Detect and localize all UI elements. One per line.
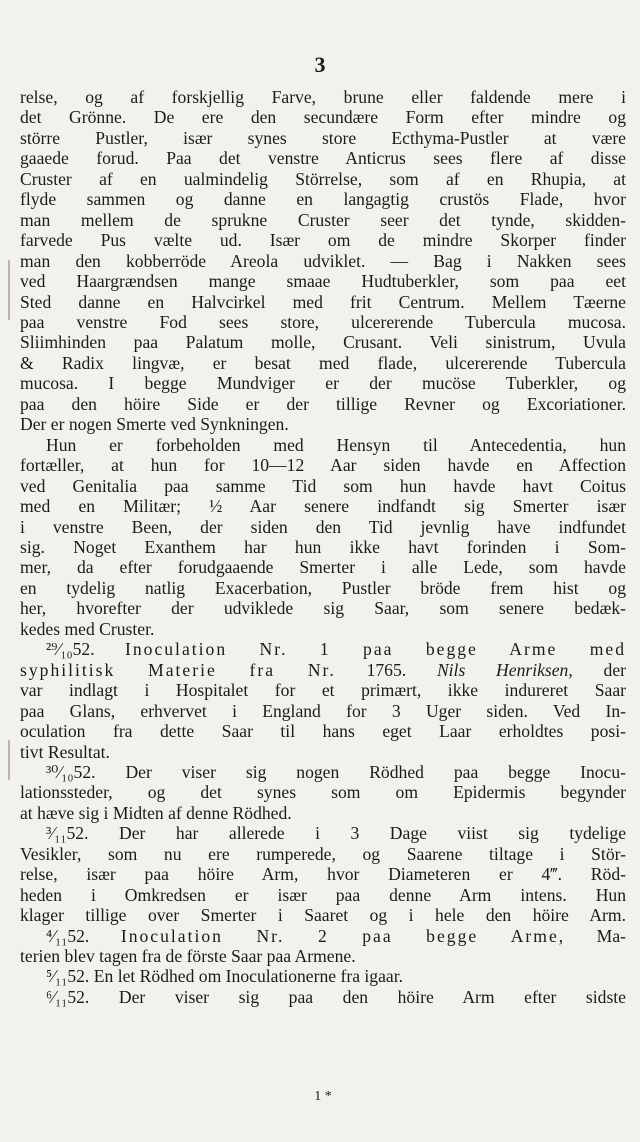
text-line <box>20 332 626 352</box>
line-date: ⁵⁄₁₁52. <box>46 966 90 987</box>
text-line <box>20 762 626 782</box>
line-t: ved Haargrændsen mange smaae Hudtuberkler, som paa eet <box>20 271 626 292</box>
text-line <box>20 251 626 271</box>
text-line <box>20 639 626 659</box>
line-t: Sliimhinden paa Palatum molle, Crusant. Veli sinistrum, Uvula <box>20 332 626 353</box>
line-t: Sted danne en Halvcirkel med frit Centrum. Mellem Tæerne <box>20 291 626 312</box>
text-line <box>20 701 626 721</box>
line-sp: Inoculation Nr. 1 paa begge Arme med <box>125 639 626 660</box>
text-line <box>20 946 626 966</box>
line-t: Der viser sig paa den höire Arm efter sidste <box>118 986 626 1007</box>
text-line <box>20 312 626 332</box>
signature-mark: 1 * <box>314 1089 332 1104</box>
line-t: Vesikler, som nu ere rumperede, og Saarene tiltage i Stör- <box>20 843 626 864</box>
line-t: man mellem de sprukne Cruster seer det tynde, skidden- <box>20 209 626 230</box>
line-t: at hæve sig i Midten af denne Rödhed. <box>20 802 292 823</box>
text-line <box>20 660 626 680</box>
text-line <box>20 230 626 250</box>
line-t: her, hvorefter der udviklede sig Saar, som senere bedæk- <box>20 598 626 619</box>
line-t: oculation fra dette Saar til hans eget Laar erholdtes posi- <box>20 721 626 742</box>
text-line <box>20 414 626 434</box>
line-t: man den kobberröde Areola udviklet. — Bag i Nakken sees <box>20 250 626 271</box>
text-line <box>20 292 626 312</box>
line-date: ²⁹⁄₁₀52. <box>46 639 95 660</box>
text-line <box>20 496 626 516</box>
text-line <box>20 885 626 905</box>
text-line <box>20 271 626 291</box>
line-t: flyde sammen og danne en langagtig crustös Flade, hvor <box>20 189 626 210</box>
line-t: mucosa. I begge Mundviger er der mucöse Tuberkler, og <box>20 373 626 394</box>
line-t: fortæller, at hun for 10—12 Aar siden havde en Affection <box>20 455 626 476</box>
line-t: farvede Pus vælte ud. Især om de mindre Skorper finder <box>20 230 626 251</box>
text-line <box>20 435 626 455</box>
text-line <box>20 210 626 230</box>
line-t: var indlagt i Hospitalet for et primært, ikke indureret Saar <box>20 680 626 701</box>
line-t: & Radix lingvæ, er besat med flade, ulcererende Tubercula <box>20 352 626 373</box>
line-t: mer, da efter forudgaaende Smerter i alle Lede, som havde <box>20 557 626 578</box>
line-t: i venstre Been, der siden den Tid jevnlig have indfundet <box>20 516 626 537</box>
text-line <box>20 107 626 127</box>
line-t: med en Militær; ½ Aar senere indfandt sig Smerter især <box>20 496 626 517</box>
line-t: paa den höire Side er der tillige Revner og Excoriationer. <box>20 393 626 414</box>
page-number: 3 <box>314 52 326 77</box>
line-t: paa venstre Fod sees store, ulcererende Tubercula mucosa. <box>20 311 626 332</box>
line-em: Nils Henriksen, <box>436 659 573 680</box>
text-line <box>20 966 626 986</box>
text-line <box>20 189 626 209</box>
line-t: en tydelig natlig Exacerbation, Pustler bröde frem hist og <box>20 577 626 598</box>
text-line <box>20 578 626 598</box>
text-line <box>20 353 626 373</box>
line-date: ³⁄₁₁52. <box>46 823 89 844</box>
line-t: terien blev tagen fra de förste Saar paa Armene. <box>20 946 356 967</box>
text-line <box>20 476 626 496</box>
body-text <box>20 87 626 1104</box>
line-t: det Grönne. De ere den secundære Form efter mindre og <box>20 107 626 128</box>
line-sp: Inoculation Nr. 2 paa begge Arme, <box>120 925 566 946</box>
text-line <box>20 823 626 843</box>
text-line <box>20 557 626 577</box>
text-line <box>20 782 626 802</box>
line-t: Der har allerede i 3 Dage viist sig tydelige <box>119 823 626 844</box>
text-line <box>20 864 626 884</box>
text-line <box>20 373 626 393</box>
line-t: Cruster af en ualmindelig Störrelse, som af en Rhupia, at <box>20 168 626 189</box>
line-t: 1765. <box>366 659 407 680</box>
line-t: En let Rödhed om Inoculationerne fra igaar. <box>93 966 403 987</box>
text-line <box>20 169 626 189</box>
line-t: heden i Omkredsen er især paa denne Arm intens. Hun <box>20 884 626 905</box>
line-t: lationssteder, og det synes som om Epidermis begynder <box>20 782 626 803</box>
text-line <box>20 537 626 557</box>
line-sp: syphilitisk Materie fra Nr. <box>20 659 336 680</box>
text-line <box>20 598 626 618</box>
line-t: tivt Resultat. <box>20 741 110 762</box>
line-t: klager tillige over Smerter i Saaret og i hele den höire Arm. <box>20 905 626 926</box>
line-t: kedes med Cruster. <box>20 618 155 639</box>
line-t: relse, og af forskjellig Farve, brune eller faldende mere i <box>20 87 626 107</box>
line-t: Der er nogen Smerte ved Synkningen. <box>20 414 289 435</box>
text-line <box>20 517 626 537</box>
line-t: större Pustler, især synes store Ecthyma-Pustler at være <box>20 127 626 148</box>
text-line <box>20 148 626 168</box>
line-date: ⁶⁄₁₁52. <box>46 986 90 1007</box>
text-line <box>20 680 626 700</box>
text-line <box>20 742 626 762</box>
margin-mark <box>8 260 10 320</box>
line-t2: der <box>603 659 626 680</box>
line-t: sig. Noget Exanthem har hun ikke havt forinden i Som- <box>20 536 626 557</box>
text-line <box>20 619 626 639</box>
line-t2: Ma- <box>596 925 626 946</box>
text-line <box>20 394 626 414</box>
text-line <box>20 905 626 925</box>
text-line <box>20 844 626 864</box>
text-line <box>20 721 626 741</box>
text-line <box>20 455 626 475</box>
text-line <box>20 803 626 823</box>
line-t: ved Genitalia paa samme Tid som hun havde havt Coitus <box>20 475 626 496</box>
text-line <box>20 87 626 107</box>
line-date: ³⁰⁄₁₀52. <box>46 761 96 782</box>
margin-mark <box>8 740 10 780</box>
text-line <box>20 926 626 946</box>
line-t: relse, især paa höire Arm, hvor Diameteren er 4‴. Röd- <box>20 864 626 885</box>
line-t: Hun er forbeholden med Hensyn til Antecedentia, hun <box>46 434 626 455</box>
line-date: ⁴⁄₁₁52. <box>46 925 90 946</box>
line-t: gaaede forud. Paa det venstre Anticrus sees flere af disse <box>20 148 626 169</box>
line-t: Der viser sig nogen Rödhed paa begge Inocu- <box>125 761 626 782</box>
text-line <box>20 987 626 1007</box>
text-line <box>20 128 626 148</box>
line-t: paa Glans, erhvervet i England for 3 Uger siden. Ved In- <box>20 700 626 721</box>
